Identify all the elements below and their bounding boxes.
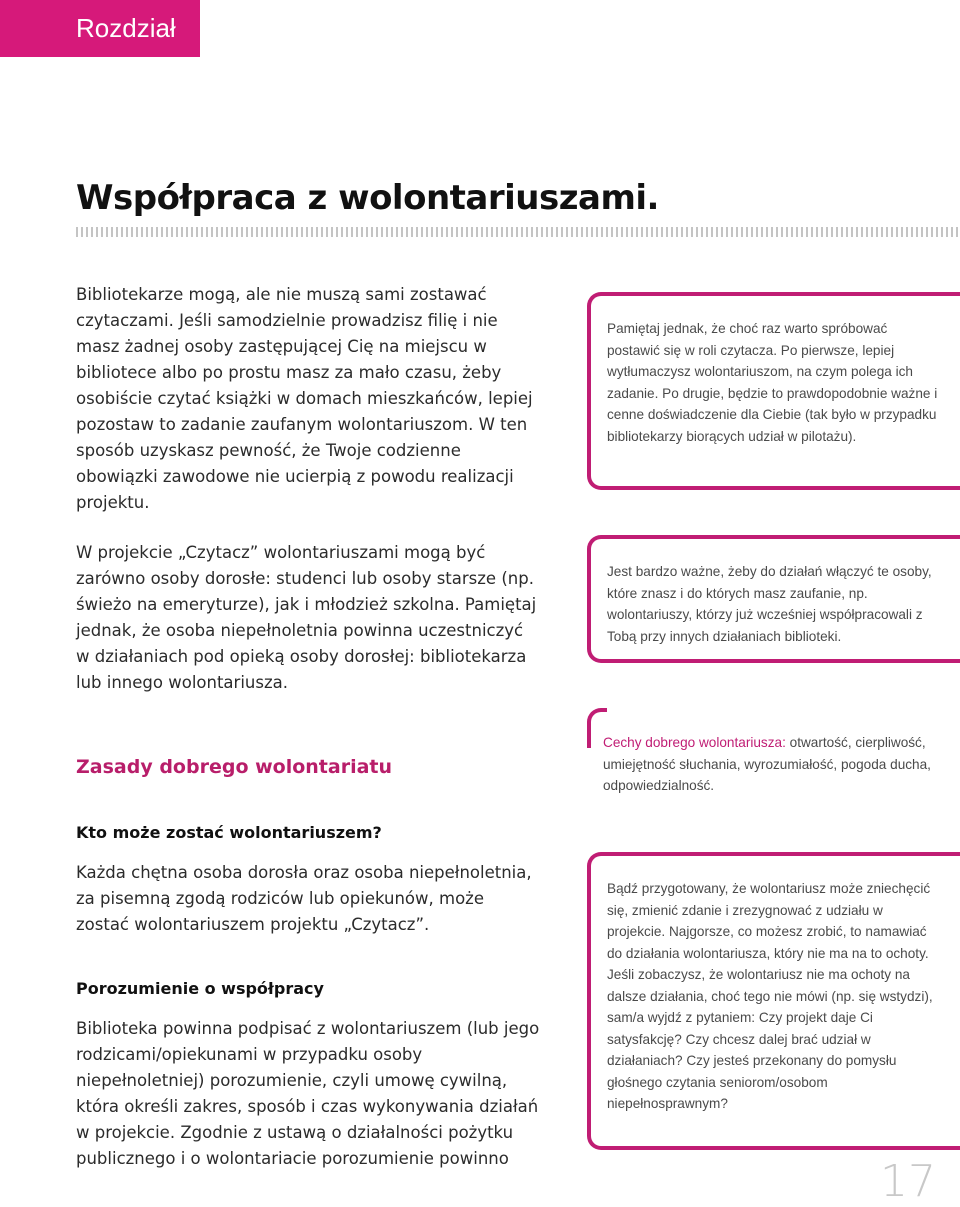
callout-text: otwartość, cierpliwość, umiejętność słuchania, wyrozumiałość, pogoda ducha, odpowiedzialność. [603,735,931,793]
callout-text: Bądź przygotowany, że wolontariusz może zniechęcić się, zmienić zdanie i zrezygnować z udziału w projekcie. Najgorsze, co możesz zrobić, to namawiać do działania wolontariusza, który nie ma na to ochoty. Jeśli zobaczysz, że wolontariusz nie ma ochoty na dalsze działania, choć tego nie mówi (np. się wstydzi), sam/a wyjdź z pytaniem: Czy projekt daje Ci satysfakcję? Czy chcesz dalej brać udział w działaniach? Czy jesteś przekonany do pomysłu głośnego czytania seniorom/osobom niepełnosprawnym? [607,881,933,1111]
intro-paragraph: Bibliotekarze mogą, ale nie muszą sami zostawać czytaczami. Jeśli samodzielnie prowadzisz filię i nie masz żadnej osoby zastępującej Cię na miejscu w bibliotece albo po prostu masz za mało czasu, żeby osobiście czytać książki w domach mieszkańców, lepiej pozostaw to zadanie zaufanym wolontariuszom. W ten sposób uzyskasz pewność, że Twoje codzienne obowiązki zawodowe nie ucierpią z powodu realizacji projektu. [76,285,533,512]
callout-trusted-people [587,535,960,663]
chapter-tab: Rozdział 3. [0,0,200,57]
main-column [76,282,541,1172]
who-paragraph: Każda chętna osoba dorosła oraz osoba niepełnoletnia, za pisemną zgodą rodziców lub opiekunów, może zostać wolontariuszem projektu „Czytacz”. [76,863,532,934]
callout-try-reading [587,292,960,490]
callout-highlight: Cechy dobrego wolontariusza: [603,735,786,750]
agreement-paragraph: Biblioteka powinna podpisać z wolontariuszem (lub jego rodzicami/opiekunami w przypadku osoby niepełnoletniej) porozumienie, czyli umowę cywilną, która określi zakres, sposób i czas wykonywania działań w projekcie. Zgodnie z ustawą o działalności pożytku publicznego i o wolontariacie porozumienie powinno [76,1019,540,1168]
volunteers-paragraph: W projekcie „Czytacz” wolontariuszami mogą być zarówno osoby dorosłe: studenci lub osoby starsze (np. świeżo na emeryturze), jak i młodzież szkolna. Pamiętaj jednak, że osoba niepełnoletnia powinna uczestniczyć w działaniach pod opieką osoby dorosłej: bibliotekarza lub innego wolontariusza. [76,543,537,692]
title-divider [76,227,960,237]
callout-be-prepared [587,852,960,1150]
section-title: Zasady dobrego wolontariatu [76,756,393,778]
page-title: Współpraca z wolontariuszami. [76,178,659,218]
subheading-agreement: Porozumienie o współpracy [76,979,324,998]
callout-volunteer-traits [587,708,960,808]
subheading-who: Kto może zostać wolontariuszem? [76,823,382,842]
callout-text: Pamiętaj jednak, że choć raz warto spróbować postawić się w roli czytacza. Po pierwsze, lepiej wytłumaczysz wolontariuszom, na czym polega ich zadanie. Po drugie, będzie to prawdopodobnie ważne i cenne doświadczenie dla Ciebie (tak było w przypadku bibliotekarzy biorących udział w pilotażu). [607,321,938,444]
callout-text: Jest bardzo ważne, żeby do działań włączyć te osoby, które znasz i do których masz zaufanie, np. wolontariuszy, którzy już wcześniej współpracowali z Tobą przy innych działaniach biblioteki. [607,564,932,644]
page-number: 17 [880,1156,936,1207]
